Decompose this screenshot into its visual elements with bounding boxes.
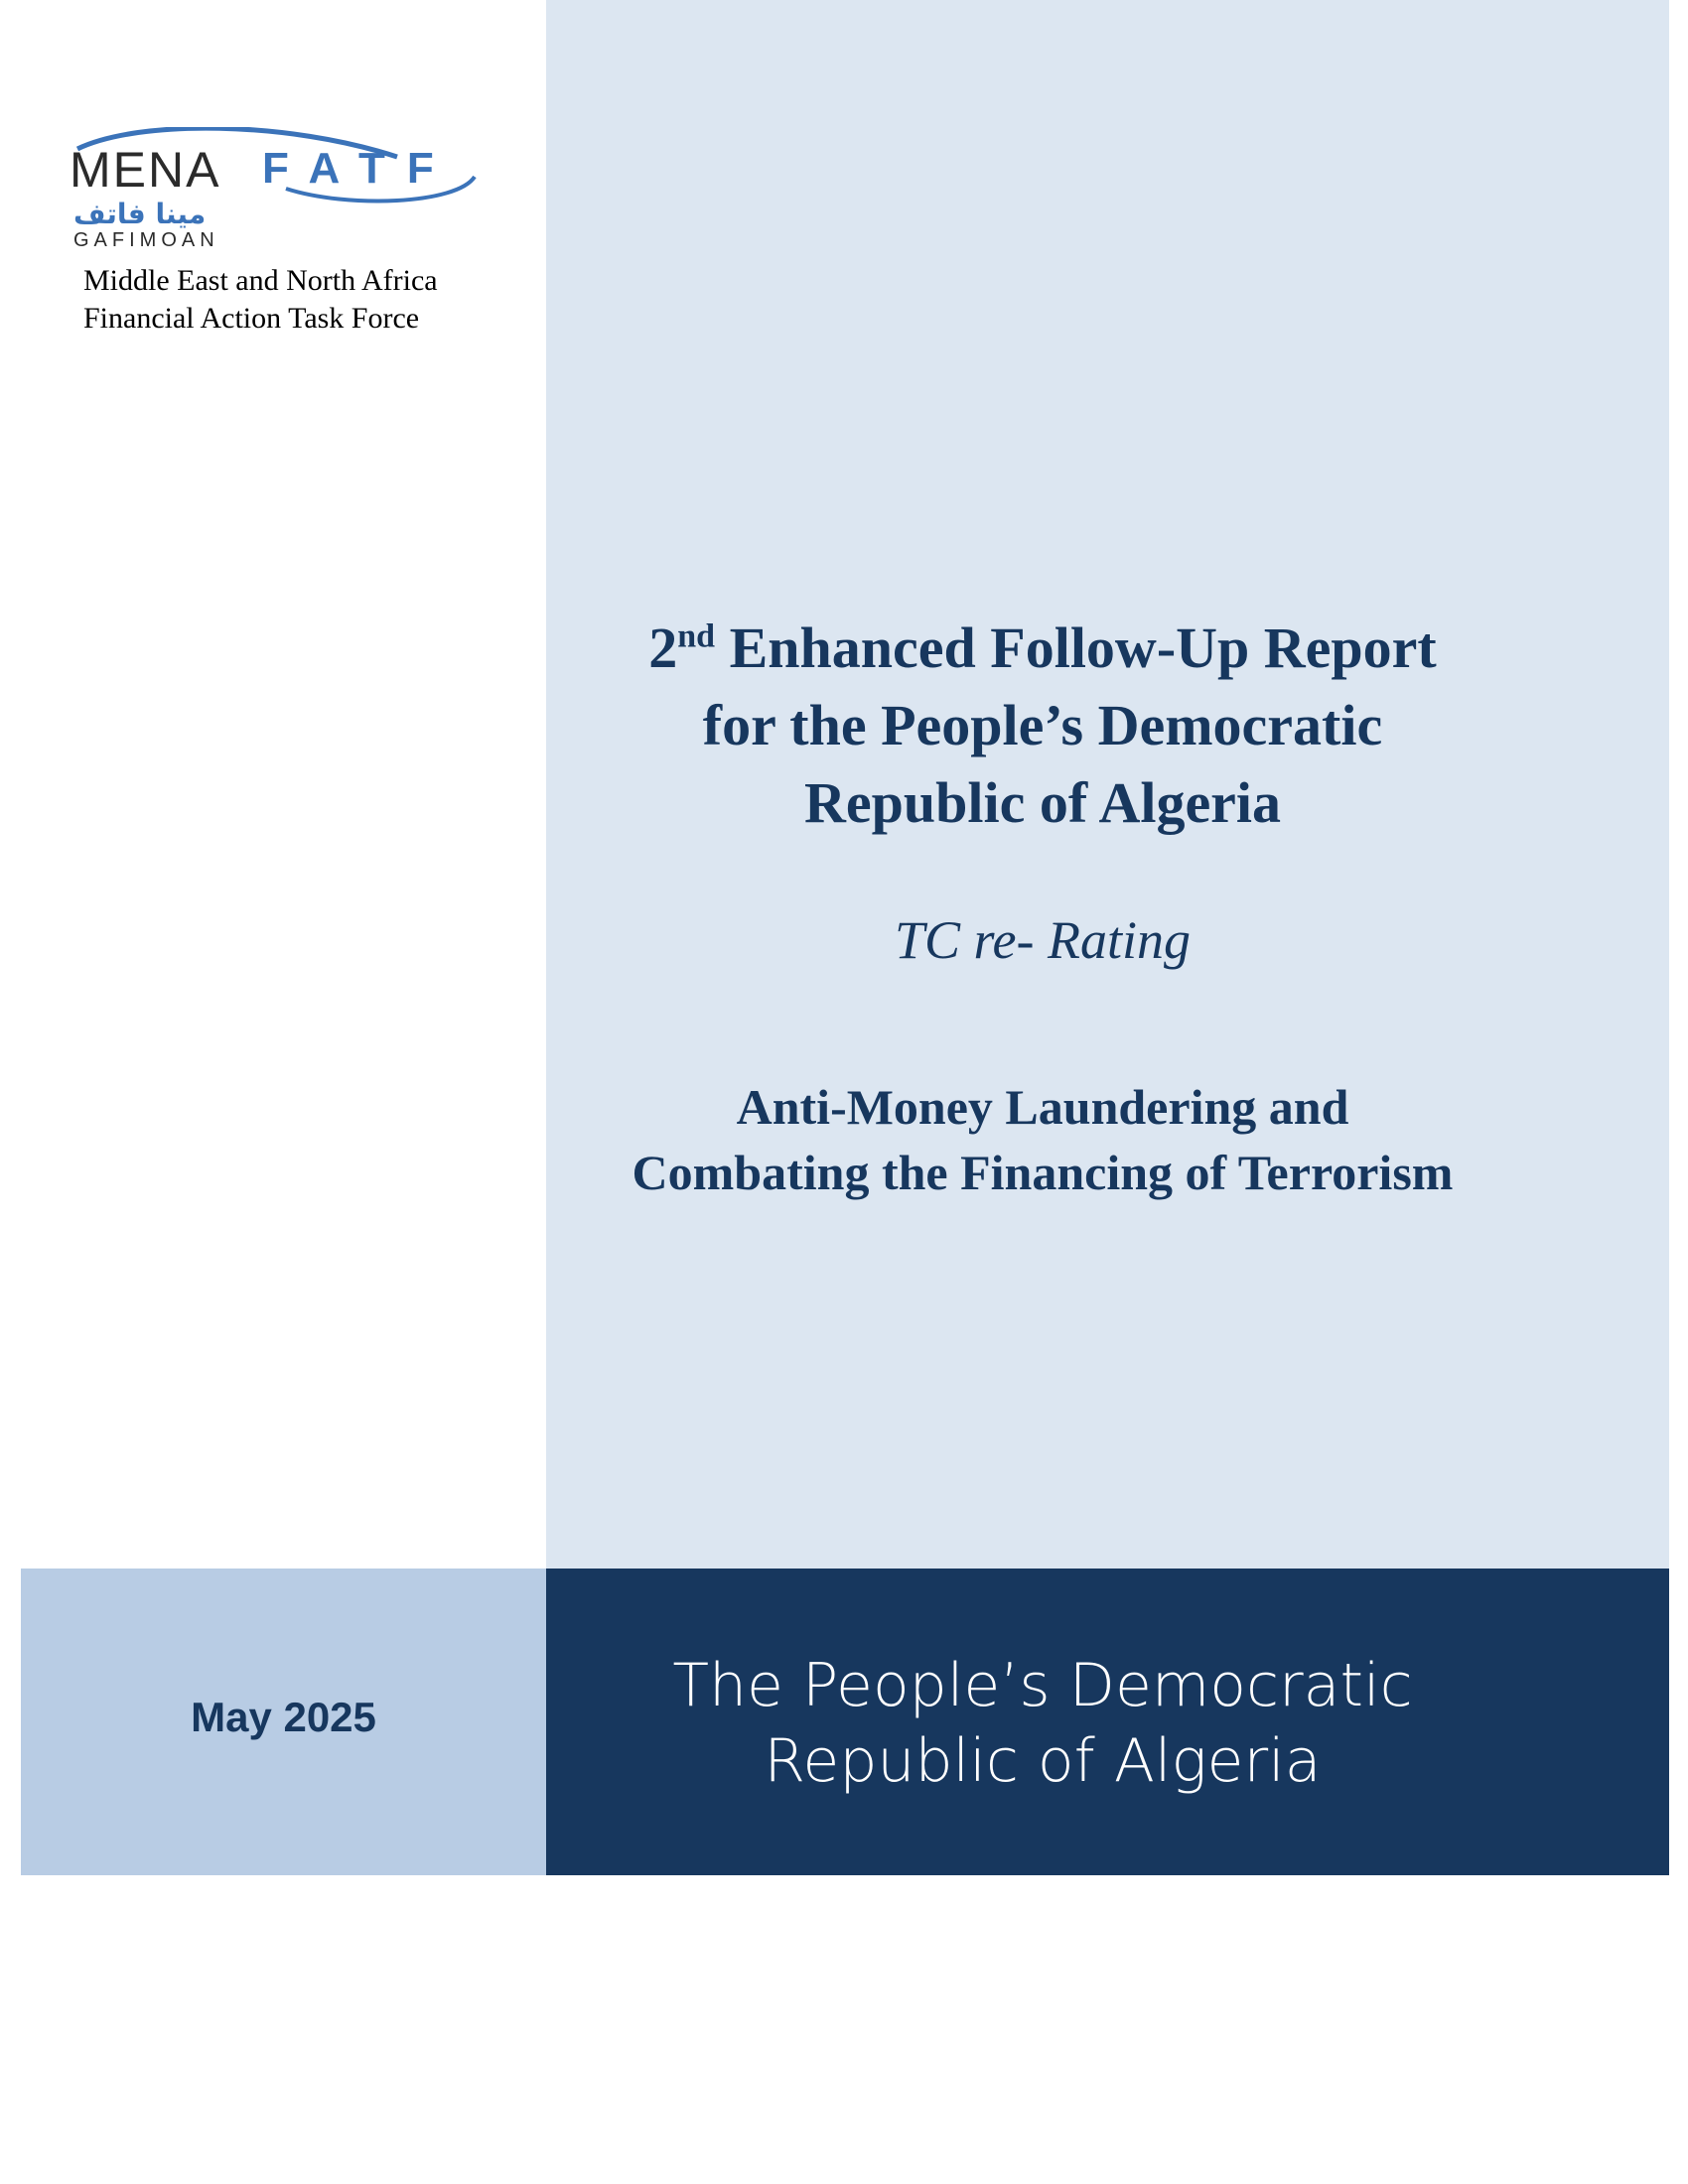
report-topic-line-2: Combating the Financing of Terrorism xyxy=(632,1145,1454,1200)
logo-arabic-text: مينا فاتف xyxy=(73,198,207,230)
menafatf-logo xyxy=(70,127,487,251)
report-title xyxy=(546,610,1539,842)
country-name xyxy=(546,1648,1539,1799)
title-ordinal-number: 2 xyxy=(648,615,678,680)
report-topic xyxy=(546,1074,1539,1205)
logo-mena-text: MENA xyxy=(70,142,221,198)
country-line-2: Republic of Algeria xyxy=(764,1726,1322,1796)
report-date: May 2025 xyxy=(191,1694,376,1740)
report-title-line-1 xyxy=(546,610,1539,687)
title-line-1-rest: Enhanced Follow-Up Report xyxy=(715,615,1437,680)
organization-name xyxy=(83,262,438,338)
organization-line-1: Middle East and North Africa xyxy=(83,264,438,297)
country-line-1: The People’s Democratic xyxy=(672,1651,1413,1720)
title-ordinal-suffix: nd xyxy=(677,617,716,655)
logo-fatf-text: FATF xyxy=(262,144,456,193)
report-title-line-3: Republic of Algeria xyxy=(803,770,1282,835)
organization-line-2: Financial Action Task Force xyxy=(83,302,420,335)
logo-gafimoan-text: GAFIMOAN xyxy=(73,229,219,251)
report-subtitle: TC re- Rating xyxy=(894,910,1191,970)
report-topic-line-1: Anti-Money Laundering and xyxy=(736,1079,1349,1135)
report-title-line-2: for the People’s Democratic xyxy=(702,693,1383,757)
